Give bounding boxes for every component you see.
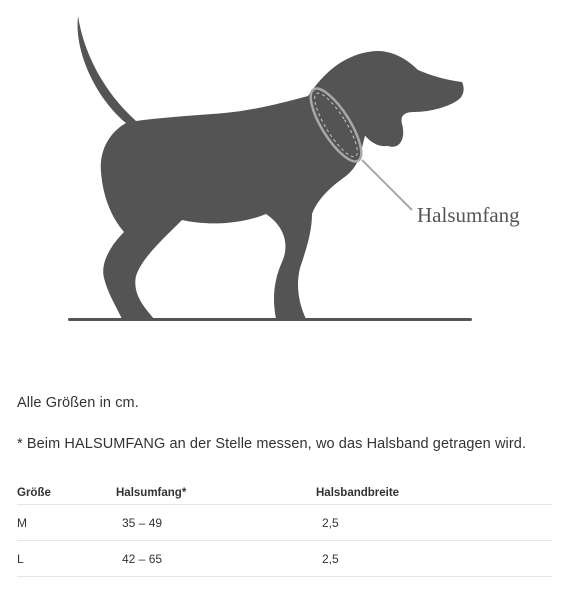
size-chart-table [17,482,552,577]
cell-size: L [17,541,116,577]
dog-silhouette [78,16,464,319]
cell-size: M [17,505,116,541]
cell-collar-width: 2,5 [316,541,552,577]
header-size: Größe [17,482,116,505]
header-neck-circumference: Halsumfang* [116,482,316,505]
cell-neck-circumference: 42 – 65 [116,541,316,577]
neck-circumference-label: Halsumfang [417,203,520,227]
table-row [17,505,552,541]
table-row [17,541,552,577]
units-note: Alle Größen in cm. [17,395,139,411]
cell-neck-circumference: 35 – 49 [116,505,316,541]
header-collar-width: Halsbandbreite [316,482,552,505]
measurement-instruction: * Beim HALSUMFANG an der Stelle messen, wo das Halsband getragen wird. [17,436,527,452]
neck-pointer-line [362,160,412,210]
table-header-row [17,482,552,505]
cell-collar-width: 2,5 [316,505,552,541]
